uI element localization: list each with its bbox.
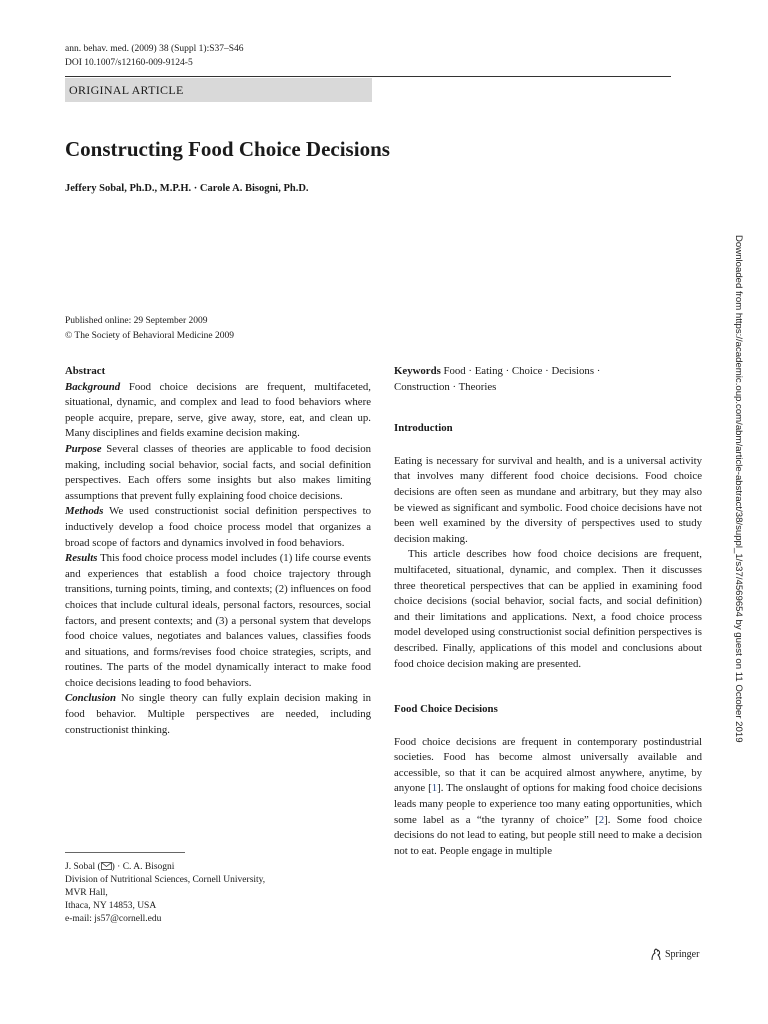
springer-horse-icon xyxy=(650,948,662,961)
results-text: This food choice process model includes (1) life course events and experiences that establish a food choice trajectory through transitions, turning points, timing, and contexts; (2) influences on food choices that include cultural ideals, personal factors, resources, social factors, and present contexts; and (3) a personal system that develops food choice values, negotiates and balances values, classifies foods and situations, and forms/revises food choice strategies, scripts, and routines. The parts of the model dynamically interact to make food choice decisions leading to food behaviors. xyxy=(65,552,371,689)
abstract-background xyxy=(65,380,371,442)
abstract-conclusion xyxy=(65,691,371,738)
published-date: Published online: 29 September 2009 xyxy=(65,316,208,326)
introduction-paragraph-1: Eating is necessary for survival and health, and is a universal activity that involves many different food choice decisions. Food choice decisions are often seen as mundane and arbitrary, but they may also be viewed as significant and symbolic. Food choice decisions have not been well examined by the diversity of perspectives used to study decision making. xyxy=(394,454,702,545)
affiliation-names: J. Sobal ( ) · C. A. Bisogni xyxy=(65,862,175,872)
introduction-paragraph-2: This article describes how food choice decisions are frequent, multifaceted, situational, dynamic, and complex. Then it discusses three theoretical perspectives that can be applied in examining food choice decisions (social behavior, social facts, and social definition) and their limitations and applications. Next, a food choice process model developed using constructionist social definition perspectives is described. Finally, applications of this model and conclusions about food choice decision making are presented. xyxy=(394,548,702,670)
keywords-line2: Construction · Theories xyxy=(394,380,497,393)
abstract-purpose xyxy=(65,442,371,504)
purpose-text: Several classes of theories are applicable to food decision making, including social behavior, social facts, and social definition perspectives. Each offers some insights but also makes limiting assumptions that prevent fully explaining food choice decisions. xyxy=(65,442,371,502)
methods-text: We used constructionist social definition perspectives to inductively develop a food choice process model that organizes a broad scope of factors and dynamics involved in food behaviors. xyxy=(65,505,371,549)
food-choice-paragraph: Food choice decisions are frequent in contemporary postindustrial societies. Food has become almost universally available and accessible, so that it can be acquired almost anywhere, anytime, by anyone [1]. The onslaught of options for making food choice decisions leads many people to experience too many eating opportunities, which some label as a “the tyranny of choice” [2]. Some food choice decisions do not lead to eating, but people still need to make a decision not to eat. People engage in multiple xyxy=(394,735,703,857)
abstract-heading: Abstract xyxy=(65,365,106,377)
article-type-label: ORIGINAL ARTICLE xyxy=(69,83,184,97)
footnote-rule xyxy=(65,852,185,853)
keywords xyxy=(394,364,702,395)
body-column xyxy=(394,364,702,859)
doi[interactable]: DOI 10.1007/s12160-009-9124-5 xyxy=(65,58,193,68)
keywords-line1: Food · Eating · Choice · Decisions · xyxy=(443,365,601,377)
journal-citation: ann. behav. med. (2009) 38 (Suppl 1):S37–S46 xyxy=(65,44,244,54)
publisher-mark xyxy=(650,948,699,961)
journal-header xyxy=(65,42,244,70)
methods-label: Methods xyxy=(65,505,104,518)
abstract-methods xyxy=(65,504,371,551)
results-label: Results xyxy=(65,552,98,565)
envelope-icon[interactable] xyxy=(101,862,112,870)
download-notice-text: Downloaded from https://academic.oup.com/abm/article-abstract/38/suppl_1/s37/4569654 by guest on 11 October 2019 xyxy=(733,235,744,743)
affiliation-email[interactable]: e-mail: js57@cornell.edu xyxy=(65,914,162,924)
affiliation-city: Ithaca, NY 14853, USA xyxy=(65,901,157,911)
publication-info xyxy=(65,314,234,344)
abstract-results xyxy=(65,551,371,691)
conclusion-label: Conclusion xyxy=(65,692,117,705)
citation-link[interactable]: 1 xyxy=(431,782,438,795)
affiliation-division: Division of Nutritional Sciences, Cornell University, xyxy=(65,875,266,885)
purpose-label: Purpose xyxy=(65,442,102,455)
citation-link[interactable]: 2 xyxy=(598,813,605,826)
abstract-column xyxy=(65,364,371,738)
conclusion-text: No single theory can fully explain decision making in food behavior. Multiple perspectives are needed, including constructionist thinking. xyxy=(65,692,371,736)
background-text: Food choice decisions are frequent, multifaceted, situational, dynamic, and complex and lead to food behaviors where people acquire, prepare, serve, give away, store, eat, and clean up. Many disciplines and fields examine decision making. xyxy=(65,380,371,440)
author-affiliation xyxy=(65,861,265,926)
header-rule xyxy=(65,76,671,77)
article-title: Constructing Food Choice Decisions xyxy=(65,137,390,161)
food-choice-heading: Food Choice Decisions xyxy=(394,703,498,716)
background-label: Background xyxy=(65,380,121,393)
keywords-label: Keywords xyxy=(394,365,441,377)
introduction-heading: Introduction xyxy=(394,422,453,435)
author-list: Jeffery Sobal, Ph.D., M.P.H. · Carole A. Bisogni, Ph.D. xyxy=(65,183,309,194)
affiliation-hall: MVR Hall, xyxy=(65,888,108,898)
article-type-banner xyxy=(65,78,372,102)
copyright-line: © The Society of Behavioral Medicine 2009 xyxy=(65,331,235,341)
publisher-name: Springer xyxy=(665,949,700,960)
